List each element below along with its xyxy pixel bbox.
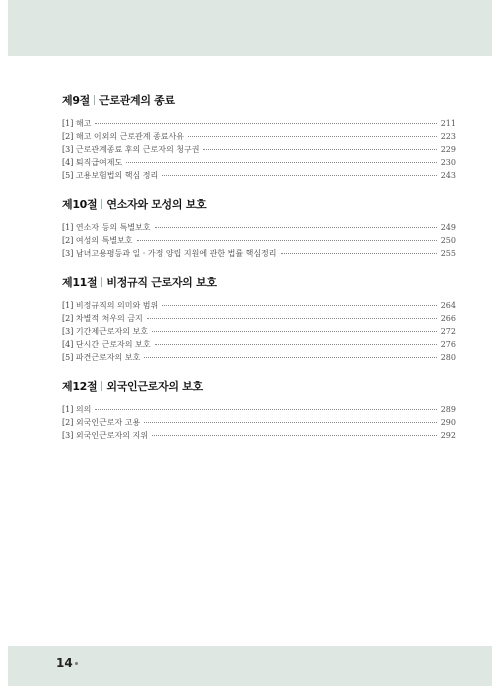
page-number-text: 14 bbox=[56, 656, 73, 670]
entry-page: 264 bbox=[440, 301, 456, 310]
toc-entry[interactable] bbox=[62, 312, 456, 325]
dot-leader bbox=[281, 252, 437, 254]
dot-leader bbox=[155, 226, 437, 228]
toc-section bbox=[62, 92, 456, 182]
section-heading bbox=[62, 92, 456, 108]
toc-entry[interactable] bbox=[62, 299, 456, 312]
entry-page: 280 bbox=[440, 353, 456, 362]
entry-page: 229 bbox=[440, 145, 456, 154]
dot-leader bbox=[144, 356, 436, 358]
dot-leader bbox=[152, 434, 437, 436]
entry-page: 272 bbox=[440, 327, 456, 336]
entry-label: [5] 고용보험법의 핵심 정리 bbox=[62, 171, 159, 180]
toc-entry[interactable] bbox=[62, 169, 456, 182]
entry-page: 243 bbox=[440, 171, 456, 180]
toc-entry[interactable] bbox=[62, 403, 456, 416]
dot-leader bbox=[126, 161, 436, 163]
page-number bbox=[56, 656, 78, 670]
entry-page: 230 bbox=[440, 158, 456, 167]
section-title: 외국인근로자의 보호 bbox=[106, 380, 203, 393]
entry-label: [4] 퇴직급여제도 bbox=[62, 158, 123, 167]
entry-page: 266 bbox=[440, 314, 456, 323]
dot-leader bbox=[162, 174, 436, 176]
entry-label: [3] 외국인근로자의 지위 bbox=[62, 431, 148, 440]
toc-section bbox=[62, 274, 456, 364]
footer-band bbox=[8, 646, 492, 686]
section-divider bbox=[101, 381, 102, 391]
section-divider bbox=[101, 199, 102, 209]
dot-leader bbox=[188, 135, 437, 137]
entry-label: [1] 비정규직의 의미와 범위 bbox=[62, 301, 159, 310]
entry-label: [1] 의의 bbox=[62, 405, 92, 414]
entry-label: [1] 해고 bbox=[62, 119, 92, 128]
entry-page: 250 bbox=[440, 236, 456, 245]
entry-label: [1] 연소자 등의 특별보호 bbox=[62, 223, 151, 232]
entry-page: 223 bbox=[440, 132, 456, 141]
toc-entry[interactable] bbox=[62, 117, 456, 130]
dot-leader bbox=[147, 317, 437, 319]
toc-entry[interactable] bbox=[62, 351, 456, 364]
entry-page: 255 bbox=[440, 249, 456, 258]
dot-leader bbox=[152, 330, 437, 332]
toc-entry[interactable] bbox=[62, 143, 456, 156]
section-divider bbox=[94, 95, 95, 105]
entry-page: 289 bbox=[440, 405, 456, 414]
header-band bbox=[8, 0, 492, 56]
entry-label: [2] 외국인근로자 고용 bbox=[62, 418, 141, 427]
entry-label: [2] 해고 이외의 근로관계 종료사유 bbox=[62, 132, 184, 141]
section-number: 제11절 bbox=[62, 276, 98, 289]
toc-entry[interactable] bbox=[62, 234, 456, 247]
dot-leader bbox=[95, 408, 436, 410]
entry-page: 290 bbox=[440, 418, 456, 427]
section-title: 근로관계의 종료 bbox=[99, 94, 175, 107]
toc-section bbox=[62, 196, 456, 260]
section-title: 비정규직 근로자의 보호 bbox=[106, 276, 217, 289]
entry-label: [3] 근로관계종료 후의 근로자의 청구권 bbox=[62, 145, 200, 154]
dot-leader bbox=[162, 304, 436, 306]
dot-leader bbox=[144, 421, 436, 423]
section-heading bbox=[62, 378, 456, 394]
entry-page: 292 bbox=[440, 431, 456, 440]
section-title: 연소자와 모성의 보호 bbox=[106, 198, 207, 211]
section-number: 제9절 bbox=[62, 94, 91, 107]
entry-page: 276 bbox=[440, 340, 456, 349]
toc-entry[interactable] bbox=[62, 325, 456, 338]
entry-page: 249 bbox=[440, 223, 456, 232]
dot-leader bbox=[95, 122, 436, 124]
section-number: 제10절 bbox=[62, 198, 98, 211]
dot-leader bbox=[203, 148, 436, 150]
entry-label: [3] 기간제근로자의 보호 bbox=[62, 327, 148, 336]
toc-entry[interactable] bbox=[62, 338, 456, 351]
toc-entry[interactable] bbox=[62, 416, 456, 429]
dot-leader bbox=[137, 239, 437, 241]
entry-page: 211 bbox=[440, 119, 456, 128]
section-heading bbox=[62, 274, 456, 290]
toc-entry[interactable] bbox=[62, 429, 456, 442]
entry-label: [4] 단시간 근로자의 보호 bbox=[62, 340, 151, 349]
dot-leader bbox=[155, 343, 437, 345]
section-heading bbox=[62, 196, 456, 212]
toc-section bbox=[62, 378, 456, 442]
entry-label: [2] 차별적 처우의 금지 bbox=[62, 314, 143, 323]
entry-label: [3] 남녀고용평등과 일 · 가정 양립 지원에 관한 법률 핵심정리 bbox=[62, 249, 277, 258]
toc-entry[interactable] bbox=[62, 221, 456, 234]
entry-label: [2] 여성의 특별보호 bbox=[62, 236, 133, 245]
section-divider bbox=[101, 277, 102, 287]
page-number-dot bbox=[75, 662, 78, 665]
section-number: 제12절 bbox=[62, 380, 98, 393]
toc-entry[interactable] bbox=[62, 247, 456, 260]
entry-label: [5] 파견근로자의 보호 bbox=[62, 353, 141, 362]
toc-entry[interactable] bbox=[62, 130, 456, 143]
table-of-contents bbox=[62, 92, 456, 456]
toc-entry[interactable] bbox=[62, 156, 456, 169]
